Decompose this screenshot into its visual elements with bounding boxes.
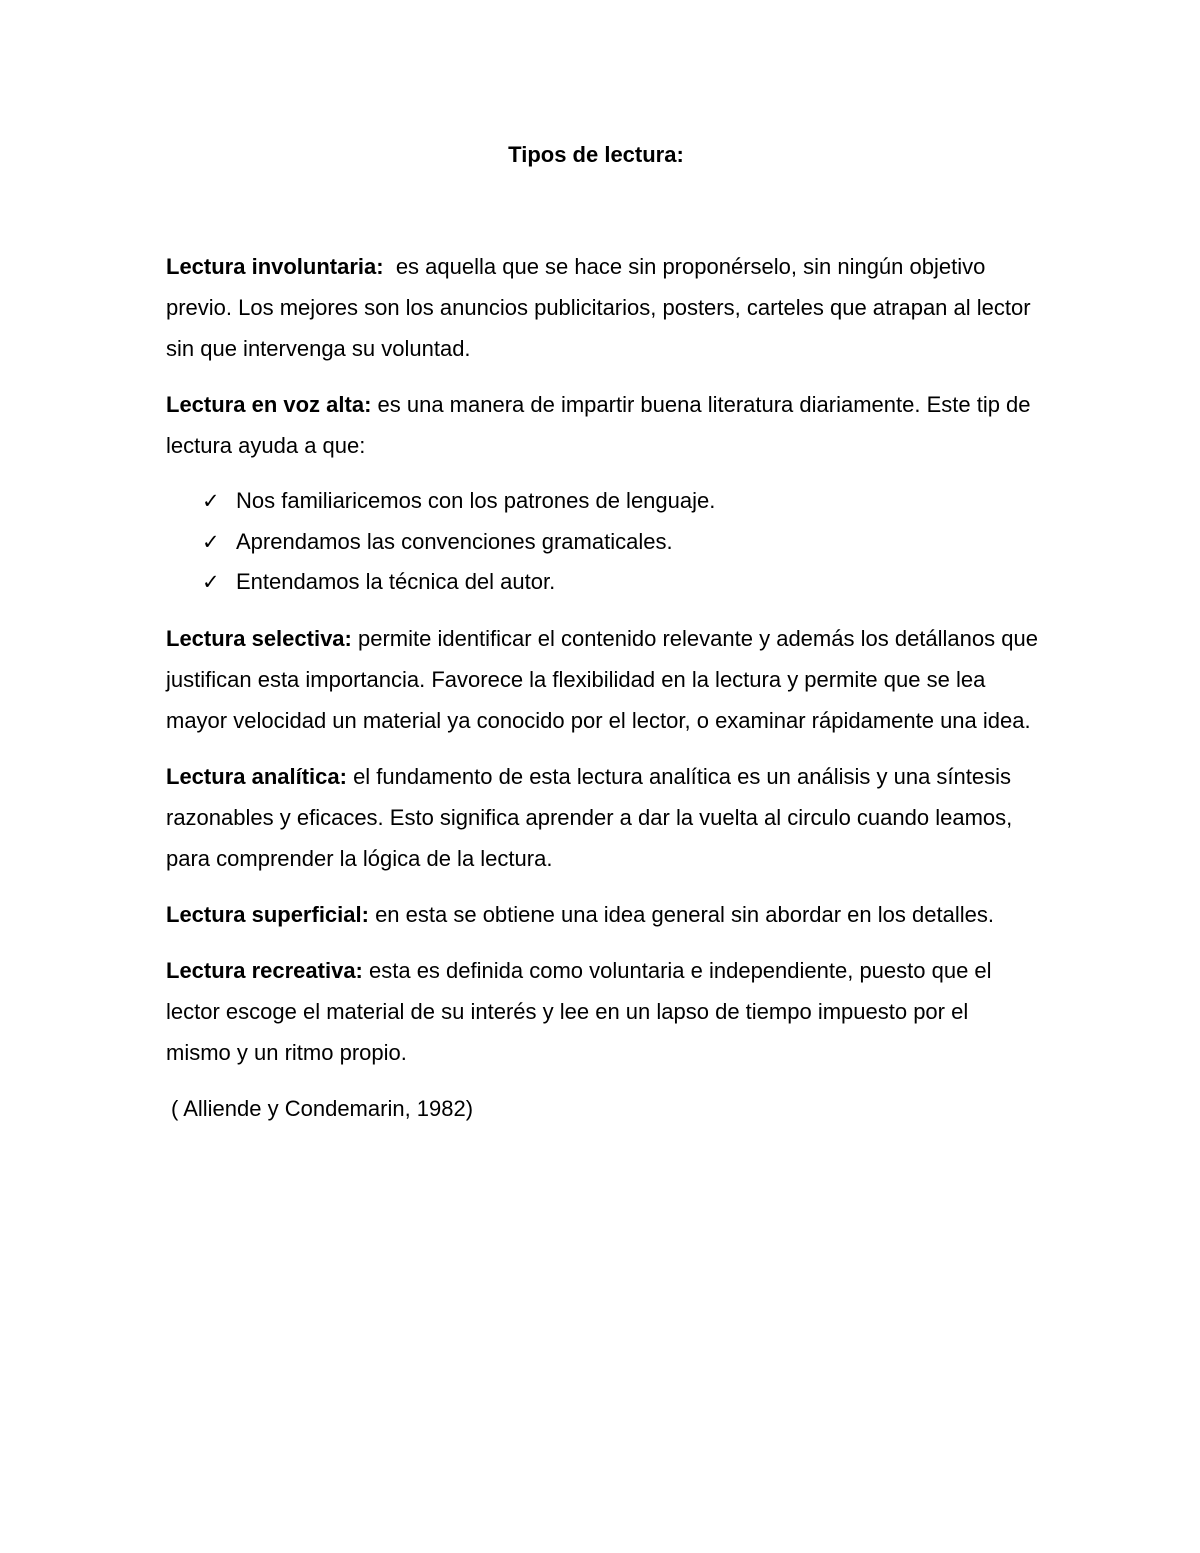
term-lectura-superficial: Lectura superficial: xyxy=(166,901,369,927)
checkmark-icon: ✓ xyxy=(202,489,220,513)
term-lectura-analitica: Lectura analítica: xyxy=(166,763,347,789)
checkmark-icon: ✓ xyxy=(202,570,220,594)
definition-lectura-selectiva: permite identificar el contenido relevante y además los detállanos que justifican esta importancia. Favorece la flexibilidad en la lectura y permite que se lea mayor velocidad un material ya conocido por el lector, o examinar rápidamente una idea. xyxy=(166,625,1038,733)
paragraph-lectura-en-voz-alta xyxy=(166,384,1038,466)
document-body xyxy=(166,246,1038,1129)
paragraph-lectura-selectiva xyxy=(166,618,1038,741)
paragraph-lectura-involuntaria xyxy=(166,246,1038,369)
definition-lectura-superficial: en esta se obtiene una idea general sin abordar en los detalles. xyxy=(368,901,994,927)
term-lectura-recreativa: Lectura recreativa: xyxy=(166,957,363,983)
checklist-item-text: Nos familiaricemos con los patrones de lenguaje. xyxy=(236,488,716,513)
paragraph-lectura-recreativa xyxy=(166,950,1038,1073)
paragraph-lectura-superficial xyxy=(166,894,1038,935)
checklist-item xyxy=(202,481,1038,522)
checklist-item-text: Aprendamos las convenciones gramaticales. xyxy=(236,528,673,554)
term-lectura-en-voz-alta: Lectura en voz alta: xyxy=(166,392,372,417)
checklist-item xyxy=(202,522,1038,563)
definition-lectura-en-voz-alta: es una manera de impartir buena literatura diariamente. Este tip de lectura ayuda a que: xyxy=(166,392,1031,458)
term-lectura-selectiva: Lectura selectiva: xyxy=(166,625,352,651)
checkmark-icon: ✓ xyxy=(202,529,220,554)
definition-lectura-recreativa: esta es definida como voluntaria e independiente, puesto que el lector escoge el material de su interés y lee en un lapso de tiempo impuesto por el mismo y un ritmo propio. xyxy=(166,957,992,1065)
definition-lectura-involuntaria: es aquella que se hace sin proponérselo, sin ningún objetivo previo. Los mejores son los anuncios publicitarios, posters, carteles que atrapan al lector sin que intervenga su voluntad. xyxy=(166,254,1037,361)
citation: ( Alliende y Condemarin, 1982) xyxy=(171,1095,474,1121)
term-lectura-involuntaria: Lectura involuntaria: xyxy=(166,254,384,279)
paragraph-lectura-analitica xyxy=(166,756,1038,879)
checklist-item xyxy=(202,562,1038,603)
benefits-checklist xyxy=(166,481,1038,603)
definition-lectura-analitica: el fundamento de esta lectura analítica es un análisis y una síntesis razonables y eficaces. Esto significa aprender a dar la vuelta al circulo cuando leamos, para comprender la lógica de la lectura. xyxy=(166,763,1013,871)
checklist-item-text: Entendamos la técnica del autor. xyxy=(236,569,556,594)
page-title: Tipos de lectura: xyxy=(508,142,684,167)
